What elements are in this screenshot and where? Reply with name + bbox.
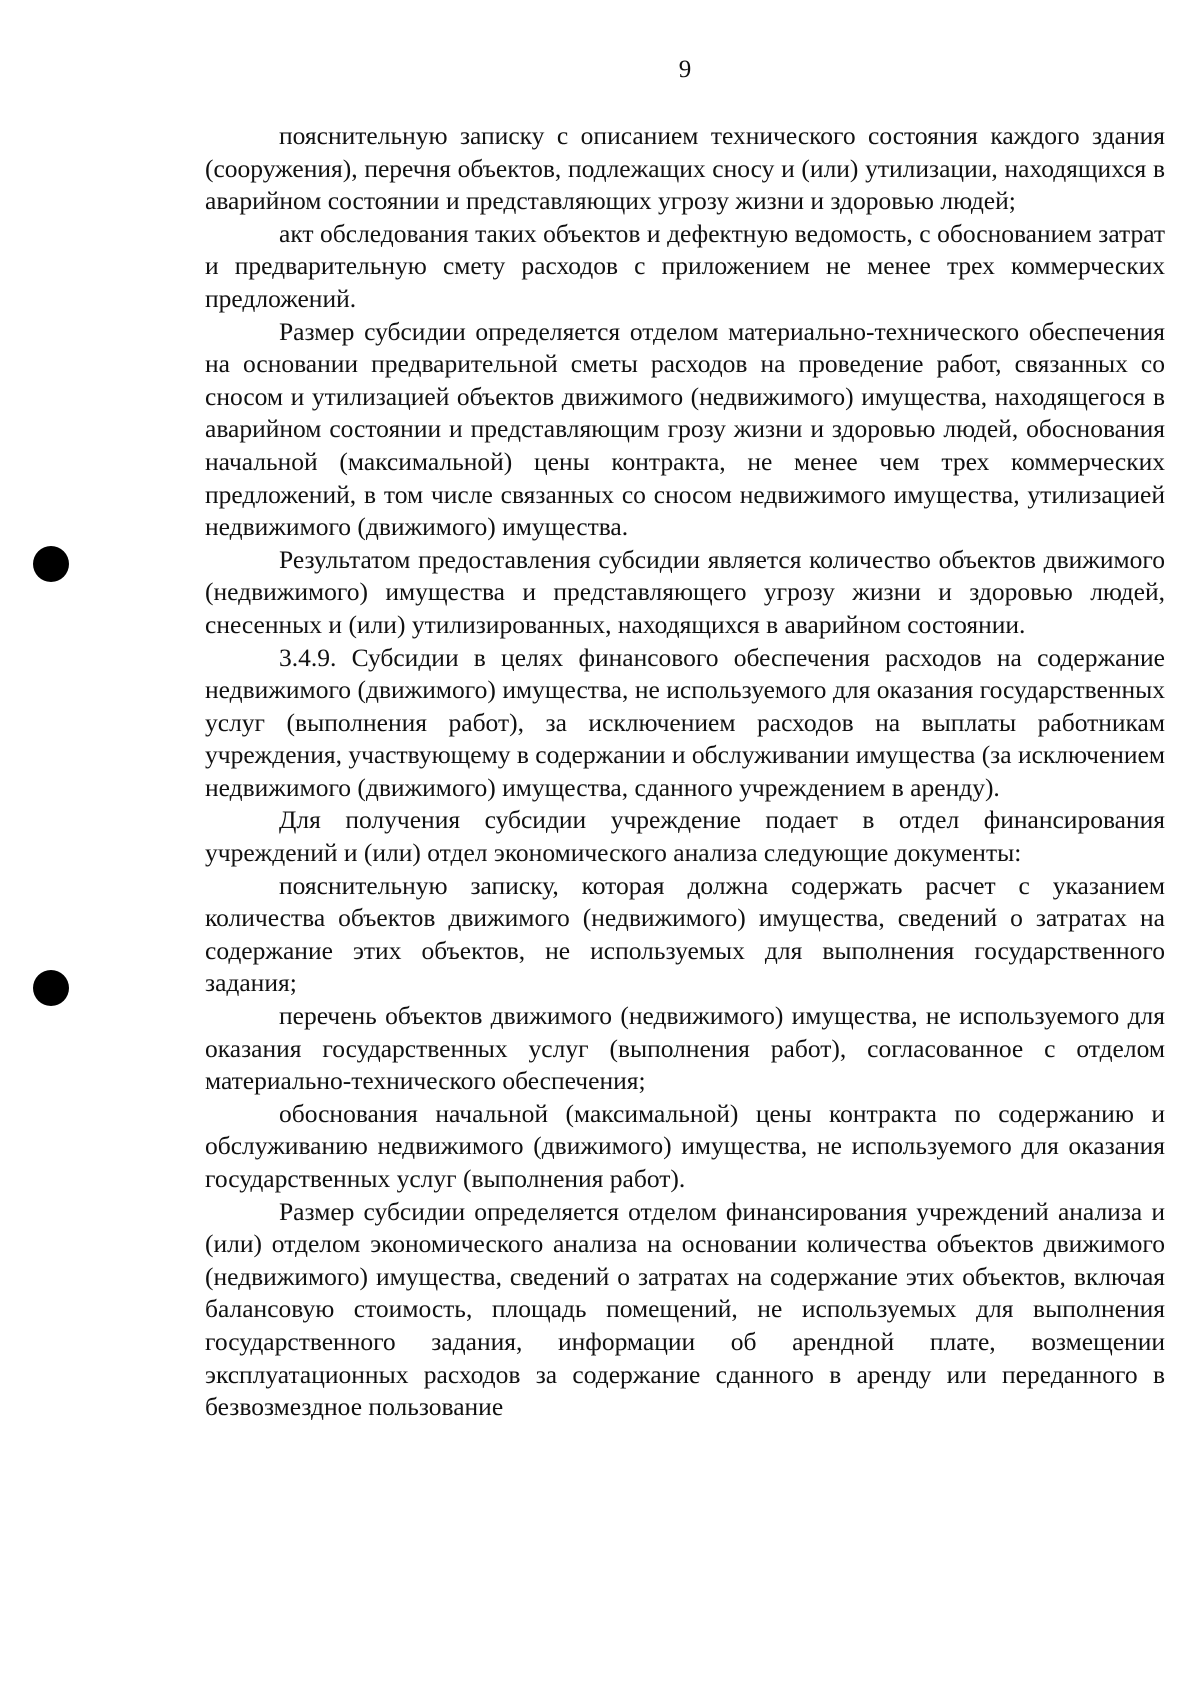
- document-body: [205, 120, 1165, 1424]
- paragraph: пояснительную записку, которая должна содержать расчет с указанием количества объектов движимого (недвижимого) имущества, сведений о затратах на содержание этих объектов, не используемых для выполнения государственного задания;: [205, 870, 1165, 998]
- paragraph: пояснительную записку с описанием технического состояния каждого здания (сооружения), перечня объектов, подлежащих сносу и (или) утилизации, находящихся в аварийном состоянии и представляющих угрозу жизни и здоровью людей;: [205, 121, 1165, 216]
- page-number: 9: [678, 56, 692, 83]
- paragraph: Размер субсидии определяется отделом финансирования учреждений анализа и (или) отделом экономического анализа на основании количества объектов движимого (недвижимого) имущества, сведений о затратах на содержание этих объектов, включая балансовую стоимость, площадь помещений, не используемых для выполнения государственного задания, информации об арендной плате, возмещении эксплуатационных расходов за содержание сданного в аренду или переданного в безвозмездное пользование: [205, 1196, 1165, 1422]
- paragraph: акт обследования таких объектов и дефектную ведомость, с обоснованием затрат и предварительную смету расходов с приложением не менее трех коммерческих предложений.: [205, 218, 1165, 313]
- punch-hole-bottom: [33, 970, 69, 1006]
- punch-hole-top: [33, 546, 69, 582]
- paragraph: Для получения субсидии учреждение подает в отдел финансирования учреждений и (или) отдел экономического анализа следующие документы:: [205, 805, 1165, 868]
- paragraph: обоснования начальной (максимальной) цены контракта по содержанию и обслуживанию недвижимого (движимого) имущества, не используемого для оказания государственных услуг (выполнения работ).: [205, 1098, 1165, 1193]
- paragraph: Размер субсидии определяется отделом материально-технического обеспечения на основании предварительной сметы расходов на проведение работ, связанных со сносом и утилизацией объектов движимого (недвижимого) имущества, находящегося в аварийном состоянии и представляющим грозу жизни и здоровью людей, обоснования начальной (максимальной) цены контракта, не менее чем трех коммерческих предложений, в том числе связанных со сносом недвижимого имущества, утилизацией недвижимого (движимого) имущества.: [205, 316, 1165, 542]
- paragraph: Результатом предоставления субсидии является количество объектов движимого (недвижимого) имущества и представляющего угрозу жизни и здоровью людей, снесенных и (или) утилизированных, находящихся в аварийном состоянии.: [205, 544, 1165, 639]
- paragraph: перечень объектов движимого (недвижимого) имущества, не используемого для оказания государственных услуг (выполнения работ), согласованное с отделом материально-технического обеспечения;: [205, 1001, 1165, 1096]
- paragraph: 3.4.9. Субсидии в целях финансового обеспечения расходов на содержание недвижимого (движимого) имущества, не используемого для оказания государственных услуг (выполнения работ), за исключением расходов на выплаты работникам учреждения, участвующему в содержании и обслуживании имущества (за исключением недвижимого (движимого) имущества, сданного учреждением в аренду).: [205, 642, 1165, 802]
